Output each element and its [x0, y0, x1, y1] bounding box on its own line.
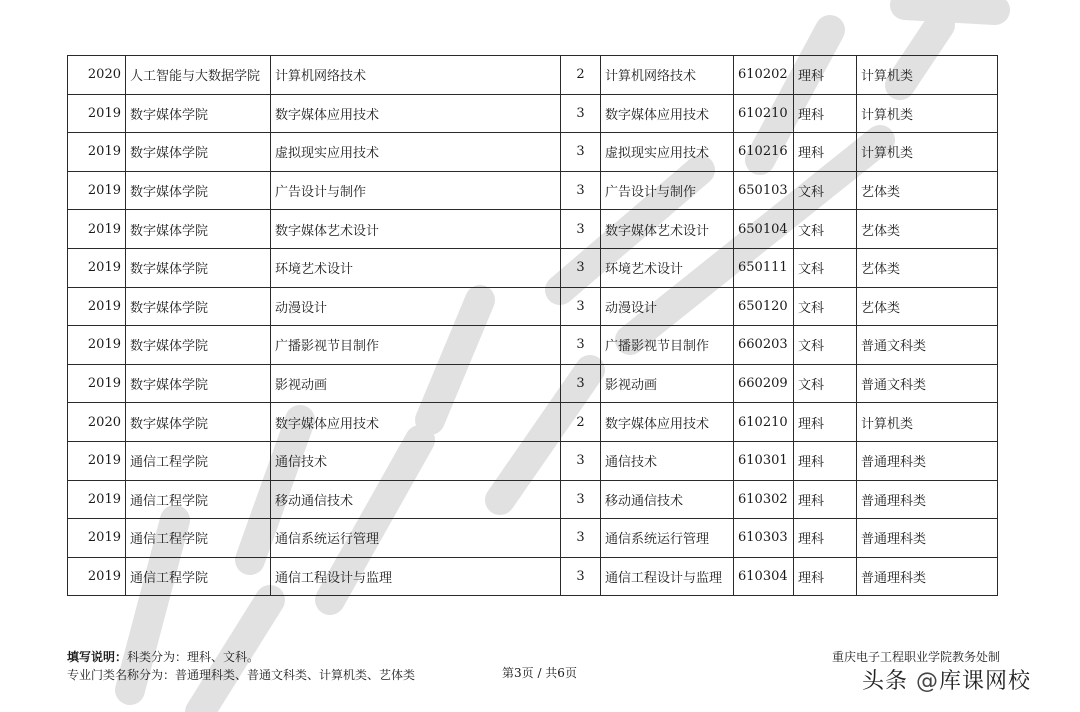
year-cell: 2019 [68, 364, 126, 403]
year-cell: 2019 [68, 94, 126, 133]
major-cell: 数字媒体艺术设计 [271, 210, 561, 249]
table-row [68, 210, 998, 249]
year-cell: 2020 [68, 403, 126, 442]
length-cell: 2 [561, 56, 601, 95]
brand-watermark [862, 664, 1031, 695]
major-cell: 广播影视节目制作 [271, 326, 561, 365]
year-cell: 2019 [68, 287, 126, 326]
table-body [68, 56, 998, 596]
table-row [68, 248, 998, 287]
major-cell: 通信工程设计与监理 [271, 557, 561, 596]
major-cell: 计算机网络技术 [271, 56, 561, 95]
type-cell: 计算机类 [857, 94, 998, 133]
major-name-cell: 虚拟现实应用技术 [601, 133, 734, 172]
type-cell: 普通文科类 [857, 326, 998, 365]
college-cell: 通信工程学院 [126, 480, 271, 519]
table-row [68, 364, 998, 403]
year-cell: 2019 [68, 557, 126, 596]
brand-name: 库课网校 [939, 669, 1032, 694]
college-cell: 数字媒体学院 [126, 326, 271, 365]
year-cell: 2019 [68, 441, 126, 480]
major-name-cell: 环境艺术设计 [601, 248, 734, 287]
instruction-categories: 科类分为：理科、文科。 [127, 650, 260, 664]
table-row [68, 56, 998, 95]
category-cell: 理科 [794, 133, 857, 172]
year-cell: 2020 [68, 56, 126, 95]
major-name-cell: 计算机网络技术 [601, 56, 734, 95]
year-cell: 2019 [68, 248, 126, 287]
category-cell: 理科 [794, 480, 857, 519]
type-cell: 艺体类 [857, 287, 998, 326]
year-cell: 2019 [68, 480, 126, 519]
major-cell: 通信系统运行管理 [271, 519, 561, 558]
code-cell: 610210 [734, 403, 794, 442]
major-cell: 数字媒体应用技术 [271, 403, 561, 442]
length-cell: 3 [561, 364, 601, 403]
major-name-cell: 动漫设计 [601, 287, 734, 326]
college-cell: 人工智能与大数据学院 [126, 56, 271, 95]
code-cell: 610302 [734, 480, 794, 519]
category-cell: 文科 [794, 171, 857, 210]
code-cell: 610304 [734, 557, 794, 596]
table-row [68, 94, 998, 133]
code-cell: 610216 [734, 133, 794, 172]
length-cell: 3 [561, 248, 601, 287]
brand-at-sign: @ [916, 669, 940, 694]
category-cell: 理科 [794, 94, 857, 133]
major-name-cell: 数字媒体艺术设计 [601, 210, 734, 249]
category-cell: 文科 [794, 326, 857, 365]
category-cell: 文科 [794, 287, 857, 326]
program-table [67, 55, 998, 596]
type-cell: 普通理科类 [857, 480, 998, 519]
college-cell: 数字媒体学院 [126, 248, 271, 287]
college-cell: 数字媒体学院 [126, 287, 271, 326]
year-cell: 2019 [68, 133, 126, 172]
category-cell: 理科 [794, 403, 857, 442]
length-cell: 2 [561, 403, 601, 442]
length-cell: 3 [561, 519, 601, 558]
length-cell: 3 [561, 480, 601, 519]
major-cell: 动漫设计 [271, 287, 561, 326]
major-name-cell: 通信工程设计与监理 [601, 557, 734, 596]
type-cell: 普通文科类 [857, 364, 998, 403]
type-cell: 计算机类 [857, 133, 998, 172]
college-cell: 通信工程学院 [126, 557, 271, 596]
table-row [68, 133, 998, 172]
major-cell: 移动通信技术 [271, 480, 561, 519]
table-row [68, 287, 998, 326]
major-cell: 虚拟现实应用技术 [271, 133, 561, 172]
brand-prefix: 头条 [862, 669, 909, 694]
college-cell: 通信工程学院 [126, 441, 271, 480]
code-cell: 660203 [734, 326, 794, 365]
length-cell: 3 [561, 94, 601, 133]
category-cell: 理科 [794, 56, 857, 95]
year-cell: 2019 [68, 210, 126, 249]
table-row [68, 403, 998, 442]
length-cell: 3 [561, 557, 601, 596]
type-cell: 艺体类 [857, 210, 998, 249]
major-name-cell: 数字媒体应用技术 [601, 94, 734, 133]
college-cell: 通信工程学院 [126, 519, 271, 558]
major-cell: 数字媒体应用技术 [271, 94, 561, 133]
major-name-cell: 通信技术 [601, 441, 734, 480]
length-cell: 3 [561, 287, 601, 326]
table-row [68, 171, 998, 210]
table-row [68, 519, 998, 558]
length-cell: 3 [561, 441, 601, 480]
college-cell: 数字媒体学院 [126, 364, 271, 403]
major-cell: 影视动画 [271, 364, 561, 403]
major-cell: 环境艺术设计 [271, 248, 561, 287]
category-cell: 文科 [794, 248, 857, 287]
type-cell: 普通理科类 [857, 519, 998, 558]
code-cell: 650103 [734, 171, 794, 210]
table-row [68, 480, 998, 519]
length-cell: 3 [561, 133, 601, 172]
code-cell: 610202 [734, 56, 794, 95]
category-cell: 文科 [794, 364, 857, 403]
major-cell: 广告设计与制作 [271, 171, 561, 210]
code-cell: 650120 [734, 287, 794, 326]
instruction-line-1 [67, 648, 415, 666]
issuing-office: 重庆电子工程职业学院教务处制 [832, 650, 1001, 664]
instruction-label: 填写说明： [67, 650, 128, 664]
length-cell: 3 [561, 171, 601, 210]
type-cell: 艺体类 [857, 171, 998, 210]
fill-instructions [67, 648, 415, 684]
college-cell: 数字媒体学院 [126, 94, 271, 133]
category-cell: 文科 [794, 210, 857, 249]
page-number: 第3页 / 共6页 [502, 666, 577, 680]
major-name-cell: 数字媒体应用技术 [601, 403, 734, 442]
year-cell: 2019 [68, 171, 126, 210]
year-cell: 2019 [68, 519, 126, 558]
category-cell: 理科 [794, 441, 857, 480]
major-name-cell: 广告设计与制作 [601, 171, 734, 210]
code-cell: 610301 [734, 441, 794, 480]
major-name-cell: 移动通信技术 [601, 480, 734, 519]
code-cell: 610210 [734, 94, 794, 133]
type-cell: 艺体类 [857, 248, 998, 287]
code-cell: 610303 [734, 519, 794, 558]
college-cell: 数字媒体学院 [126, 133, 271, 172]
category-cell: 理科 [794, 557, 857, 596]
college-cell: 数字媒体学院 [126, 403, 271, 442]
length-cell: 3 [561, 326, 601, 365]
major-name-cell: 影视动画 [601, 364, 734, 403]
table-row [68, 441, 998, 480]
type-cell: 计算机类 [857, 403, 998, 442]
code-cell: 650104 [734, 210, 794, 249]
major-name-cell: 通信系统运行管理 [601, 519, 734, 558]
college-cell: 数字媒体学院 [126, 171, 271, 210]
code-cell: 650111 [734, 248, 794, 287]
year-cell: 2019 [68, 326, 126, 365]
type-cell: 计算机类 [857, 56, 998, 95]
table-row [68, 326, 998, 365]
code-cell: 660209 [734, 364, 794, 403]
type-cell: 普通理科类 [857, 441, 998, 480]
table-row [68, 557, 998, 596]
college-cell: 数字媒体学院 [126, 210, 271, 249]
major-name-cell: 广播影视节目制作 [601, 326, 734, 365]
length-cell: 3 [561, 210, 601, 249]
type-cell: 普通理科类 [857, 557, 998, 596]
instruction-line-2: 专业门类名称分为：普通理科类、普通文科类、计算机类、艺体类 [67, 668, 416, 682]
major-cell: 通信技术 [271, 441, 561, 480]
category-cell: 理科 [794, 519, 857, 558]
